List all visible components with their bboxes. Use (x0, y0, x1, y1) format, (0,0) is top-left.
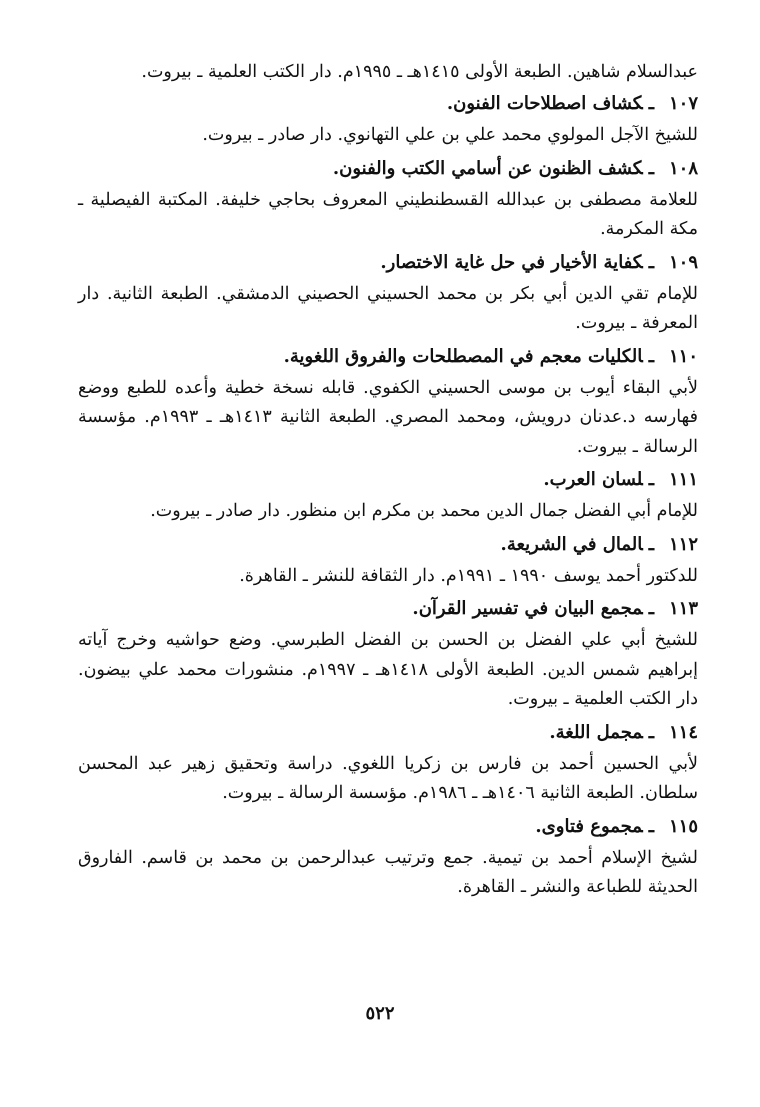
entry-number: ١٠٨ (668, 157, 698, 179)
entry-heading (78, 89, 698, 119)
entry-heading (78, 812, 698, 842)
bibliography-entry (78, 530, 698, 592)
entry-title: مجمع البيان في تفسير القرآن. (412, 598, 643, 619)
entry-separator: ـ (648, 345, 654, 367)
entry-number: ١١١ (668, 469, 698, 490)
entry-separator: ـ (648, 598, 654, 619)
entry-separator: ـ (648, 251, 654, 273)
entry-heading (78, 718, 698, 748)
entry-title: كشاف اصطلاحات الفنون. (446, 93, 643, 114)
bibliography-entry (78, 465, 698, 527)
entry-title: لسان العرب. (543, 469, 643, 490)
entry-heading (78, 154, 698, 184)
bibliography-entry (78, 154, 698, 245)
entry-separator: ـ (648, 157, 654, 179)
entry-number: ١١٢ (668, 533, 698, 555)
entry-number: ١١٥ (668, 815, 698, 837)
continued-entry-text: عبدالسلام شاهين. الطبعة الأولى ١٤١٥هـ ـ ١٩٩٥م. دار الكتب العلمية ـ بيروت. (141, 62, 698, 82)
entry-heading (78, 594, 698, 624)
entry-heading (78, 342, 698, 372)
entry-number: ١١٣ (668, 598, 698, 619)
entry-title: كشف الظنون عن أسامي الكتب والفنون. (332, 157, 643, 179)
entry-separator: ـ (648, 469, 654, 490)
entry-heading (78, 465, 698, 495)
entry-title: المال في الشريعة. (500, 533, 643, 555)
bibliography-entry (78, 594, 698, 715)
entry-number: ١١٤ (668, 721, 698, 743)
entry-separator: ـ (648, 721, 654, 743)
page-number: ٥٢٢ (365, 1003, 395, 1024)
entry-title: مجموع فتاوى. (535, 815, 643, 837)
entry-number: ١١٠ (668, 345, 698, 367)
entry-title: مجمل اللغة. (549, 721, 643, 743)
bibliography-entry (78, 342, 698, 463)
entry-description: لشيخ الإسلام أحمد بن تيمية. جمع وترتيب عبدالرحمن بن محمد بن قاسم. الفاروق الحديثة للطباعة والنشر ـ القاهرة. (78, 847, 698, 897)
bibliography-entry (78, 812, 698, 903)
entry-description: لأبي البقاء أيوب بن موسى الحسيني الكفوي. قابله نسخة خطية وأعده للطبع ووضع فهارسه د.عدنان درويش، ومحمد المصري. الطبعة الثانية ١٤١٣هـ ـ ١٩٩٣م. مؤسسة الرسالة ـ بيروت. (78, 377, 698, 457)
entry-description: للإمام أبي الفضل جمال الدين محمد بن مكرم ابن منظور. دار صادر ـ بيروت. (150, 501, 698, 521)
bibliography-page (78, 58, 698, 906)
entry-number: ١٠٧ (668, 93, 698, 114)
entry-description: للعلامة مصطفى بن عبدالله القسطنطيني المعروف بحاجي خليفة. المكتبة الفيصلية ـ مكة المكرمة. (78, 189, 698, 239)
bibliography-entry (78, 718, 698, 809)
entry-description: للإمام تقي الدين أبي بكر بن محمد الحسيني الحصيني الدمشقي. الطبعة الثانية. دار المعرفة ـ بيروت. (78, 283, 698, 333)
entry-separator: ـ (648, 93, 654, 114)
entry-heading (78, 530, 698, 560)
entry-title: كفاية الأخيار في حل غاية الاختصار. (380, 251, 643, 273)
entry-description: لأبي الحسين أحمد بن فارس بن زكريا اللغوي. دراسة وتحقيق زهير عبد المحسن سلطان. الطبعة الثانية ١٤٠٦هـ ـ ١٩٨٦م. مؤسسة الرسالة ـ بيروت. (78, 753, 698, 803)
entry-description: للدكتور أحمد يوسف ١٩٩٠ ـ ١٩٩١م. دار الثقافة للنشر ـ القاهرة. (239, 565, 698, 586)
entry-separator: ـ (648, 815, 654, 837)
entry-description: للشيخ أبي علي الفضل بن الحسن بن الفضل الطبرسي. وضع حواشيه وخرج آياته إبراهيم شمس الدين. الطبعة الأولى ١٤١٨هـ ـ ١٩٩٧م. منشورات محمد علي بيضون. دار الكتب العلمية ـ بيروت. (78, 630, 698, 709)
bibliography-list (78, 89, 698, 903)
entry-heading (78, 248, 698, 278)
entry-title: الكليات معجم في المصطلحات والفروق اللغوية. (283, 345, 643, 367)
bibliography-entry (78, 248, 698, 339)
entry-separator: ـ (648, 533, 654, 555)
entry-description: للشيخ الآجل المولوي محمد علي بن علي التهانوي. دار صادر ـ بيروت. (202, 125, 698, 145)
bibliography-entry (78, 89, 698, 151)
entry-number: ١٠٩ (668, 251, 698, 273)
